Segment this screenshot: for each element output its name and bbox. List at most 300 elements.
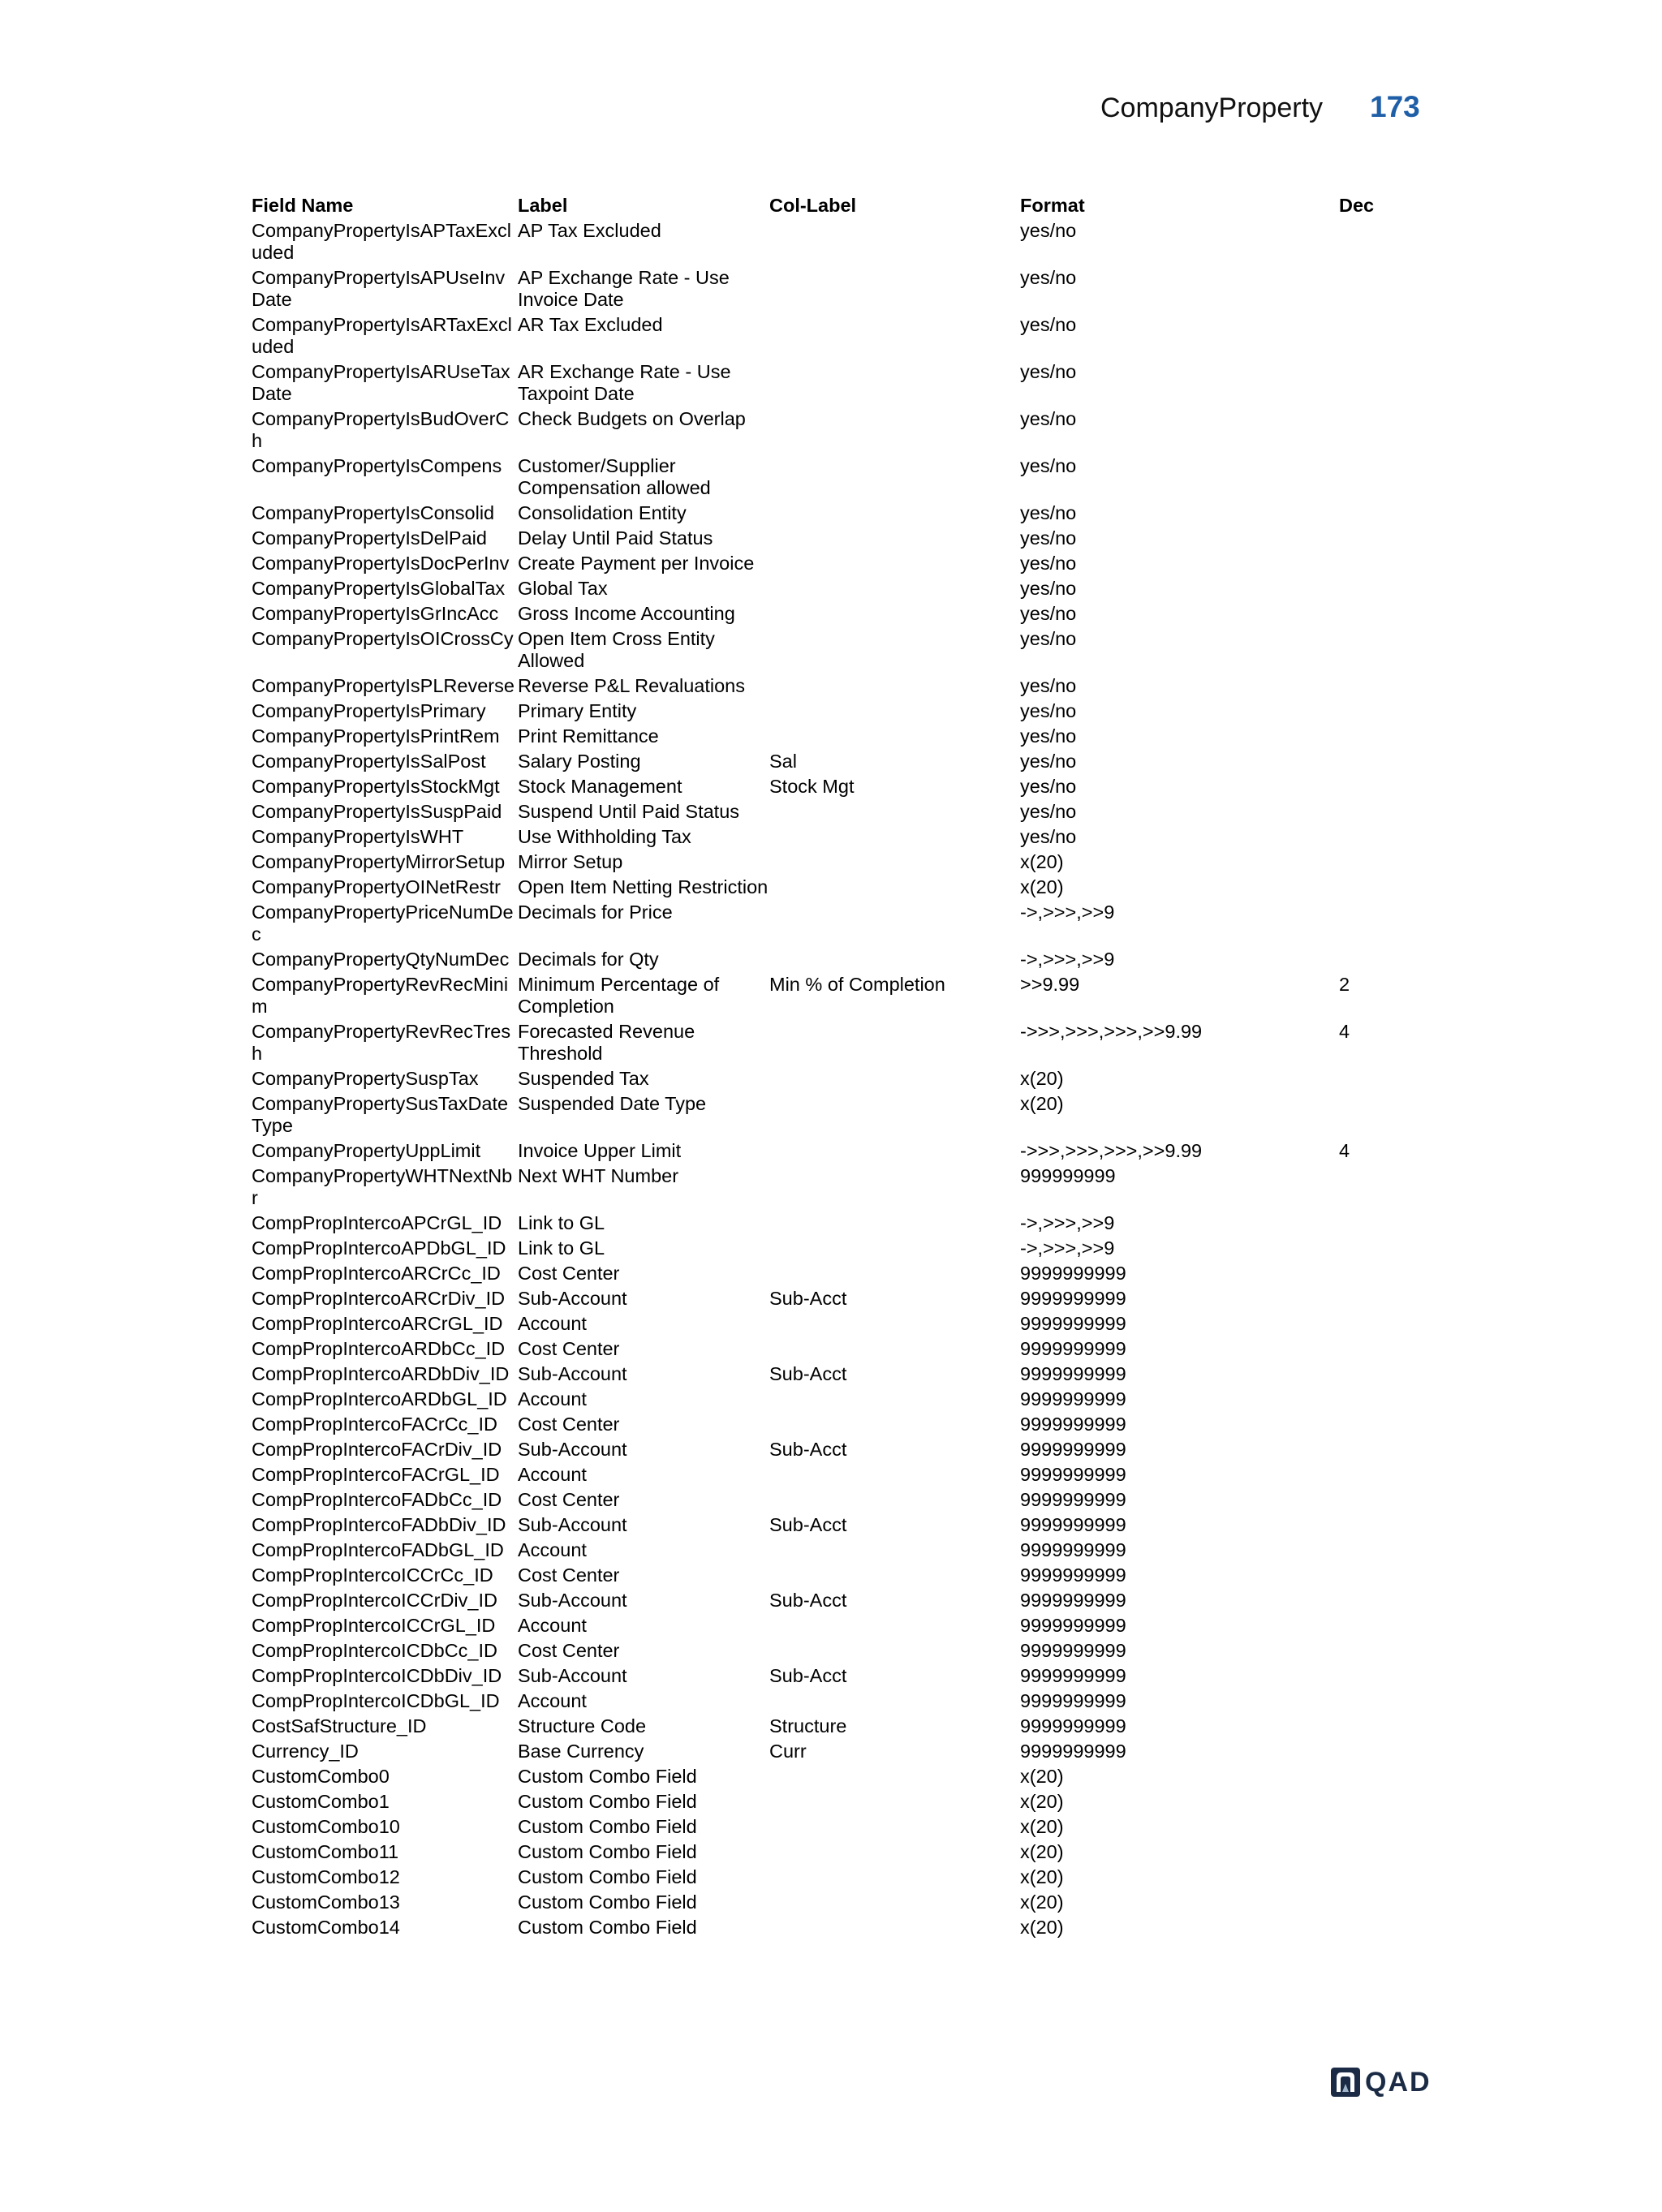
label-cell: Custom Combo Field xyxy=(518,1841,697,1862)
format-cell: yes/no xyxy=(1020,408,1077,429)
col-label-cell xyxy=(769,1791,1020,1816)
table-row xyxy=(252,1615,1469,1640)
table-row xyxy=(252,1464,1469,1489)
format-cell: ->>>,>>>,>>>,>>9.99 xyxy=(1020,1021,1203,1042)
dec-cell xyxy=(1339,1288,1469,1313)
label-cell: Sub-Account xyxy=(518,1363,627,1384)
dec-cell xyxy=(1339,1414,1469,1439)
format-cell: x(20) xyxy=(1020,1093,1064,1114)
format-cell: yes/no xyxy=(1020,220,1077,241)
table-row xyxy=(252,1093,1469,1140)
col-label-cell: Curr xyxy=(769,1741,807,1762)
format-cell: 9999999999 xyxy=(1020,1539,1126,1560)
col-label-cell xyxy=(769,1212,1020,1237)
format-cell: yes/no xyxy=(1020,603,1077,624)
table-row xyxy=(252,1917,1469,1942)
field-name-cell: CompanyPropertyWHTNextNbr xyxy=(252,1165,513,1208)
dec-cell xyxy=(1339,1590,1469,1615)
label-cell: AP Tax Excluded xyxy=(518,220,661,241)
label-cell: AR Tax Excluded xyxy=(518,314,663,335)
table-row xyxy=(252,1414,1469,1439)
dec-cell xyxy=(1339,1489,1469,1514)
col-label-cell xyxy=(769,267,1020,314)
col-label-cell xyxy=(769,1414,1020,1439)
table-row xyxy=(252,267,1469,314)
col-label-cell xyxy=(769,314,1020,361)
field-name-cell: CompPropIntercoICDbCc_ID xyxy=(252,1640,497,1661)
col-label-cell xyxy=(769,553,1020,578)
table-row xyxy=(252,1212,1469,1237)
table-row xyxy=(252,1514,1469,1539)
dec-cell xyxy=(1339,826,1469,851)
table-row xyxy=(252,603,1469,628)
format-cell: 9999999999 xyxy=(1020,1439,1126,1460)
dec-cell xyxy=(1339,1741,1469,1766)
table-row xyxy=(252,1564,1469,1590)
dec-cell xyxy=(1339,1363,1469,1388)
column-header-field-name: Field Name xyxy=(252,195,354,216)
label-cell: Sub-Account xyxy=(518,1590,627,1611)
col-label-cell xyxy=(769,502,1020,527)
field-name-cell: CompanyPropertyRevRecMinim xyxy=(252,974,509,1017)
label-cell: Base Currency xyxy=(518,1741,644,1762)
format-cell: ->,>>>,>>9 xyxy=(1020,1212,1115,1233)
format-cell: 9999999999 xyxy=(1020,1564,1126,1586)
format-cell: yes/no xyxy=(1020,361,1077,382)
col-label-cell xyxy=(769,361,1020,408)
dec-cell xyxy=(1339,1237,1469,1263)
table-row xyxy=(252,1388,1469,1414)
dec-cell xyxy=(1339,776,1469,801)
label-cell: Account xyxy=(518,1388,587,1409)
col-label-cell: Sub-Acct xyxy=(769,1665,847,1686)
dec-cell xyxy=(1339,1263,1469,1288)
dec-cell xyxy=(1339,725,1469,751)
dec-cell xyxy=(1339,1514,1469,1539)
field-name-cell: CompPropIntercoICDbGL_ID xyxy=(252,1690,500,1711)
dec-cell xyxy=(1339,1665,1469,1690)
table-row xyxy=(252,1439,1469,1464)
col-label-cell xyxy=(769,1489,1020,1514)
field-name-cell: CompPropIntercoFACrCc_ID xyxy=(252,1414,497,1435)
col-label-cell xyxy=(769,1140,1020,1165)
label-cell: Link to GL xyxy=(518,1212,605,1233)
label-cell: Use Withholding Tax xyxy=(518,826,691,847)
dec-cell xyxy=(1339,1313,1469,1338)
col-label-cell xyxy=(769,1338,1020,1363)
label-cell: Custom Combo Field xyxy=(518,1891,697,1913)
field-name-cell: CustomCombo13 xyxy=(252,1891,400,1913)
dec-cell xyxy=(1339,1338,1469,1363)
label-cell: Account xyxy=(518,1615,587,1636)
table-row xyxy=(252,776,1469,801)
col-label-cell xyxy=(769,1313,1020,1338)
col-label-cell: Stock Mgt xyxy=(769,776,855,797)
field-name-cell: CustomCombo12 xyxy=(252,1866,400,1887)
label-cell: Suspend Until Paid Status xyxy=(518,801,740,822)
field-name-cell: CompanyPropertySuspTax xyxy=(252,1068,479,1089)
format-cell: 9999999999 xyxy=(1020,1388,1126,1409)
table-row xyxy=(252,700,1469,725)
field-name-cell: CompanyPropertyIsDelPaid xyxy=(252,527,487,549)
col-label-cell xyxy=(769,603,1020,628)
table-row xyxy=(252,578,1469,603)
col-label-cell xyxy=(769,455,1020,502)
table-row xyxy=(252,527,1469,553)
table-row xyxy=(252,502,1469,527)
col-label-cell: Sub-Acct xyxy=(769,1288,847,1309)
col-label-cell xyxy=(769,1564,1020,1590)
label-cell: Print Remittance xyxy=(518,725,659,747)
format-cell: yes/no xyxy=(1020,628,1077,649)
label-cell: Sub-Account xyxy=(518,1514,627,1535)
dec-cell xyxy=(1339,876,1469,902)
format-cell: yes/no xyxy=(1020,527,1077,549)
col-label-cell xyxy=(769,1539,1020,1564)
table-row xyxy=(252,1288,1469,1313)
col-label-cell xyxy=(769,1891,1020,1917)
col-label-cell xyxy=(769,851,1020,876)
field-name-cell: CompanyPropertyUppLimit xyxy=(252,1140,481,1161)
table-row xyxy=(252,1816,1469,1841)
dec-cell xyxy=(1339,267,1469,314)
format-cell: 9999999999 xyxy=(1020,1288,1126,1309)
dec-cell xyxy=(1339,408,1469,455)
format-cell: yes/no xyxy=(1020,751,1077,772)
table-row xyxy=(252,1539,1469,1564)
field-name-cell: CompPropIntercoICDbDiv_ID xyxy=(252,1665,502,1686)
col-label-cell xyxy=(769,408,1020,455)
col-label-cell xyxy=(769,902,1020,949)
format-cell: yes/no xyxy=(1020,578,1077,599)
field-name-cell: CompanyPropertyIsGlobalTax xyxy=(252,578,506,599)
format-cell: ->>>,>>>,>>>,>>9.99 xyxy=(1020,1140,1203,1161)
table-row xyxy=(252,974,1469,1021)
field-name-cell: CompanyPropertyIsAPUseInvDate xyxy=(252,267,506,310)
label-cell: Sub-Account xyxy=(518,1288,627,1309)
col-label-cell xyxy=(769,527,1020,553)
format-cell: x(20) xyxy=(1020,1866,1064,1887)
label-cell: Structure Code xyxy=(518,1715,647,1736)
table-row xyxy=(252,408,1469,455)
format-cell: 9999999999 xyxy=(1020,1489,1126,1510)
format-cell: x(20) xyxy=(1020,1917,1064,1938)
format-cell: 9999999999 xyxy=(1020,1590,1126,1611)
dec-cell xyxy=(1339,553,1469,578)
dec-cell xyxy=(1339,578,1469,603)
table-row xyxy=(252,949,1469,974)
field-name-cell: CompanyPropertyIsPrintRem xyxy=(252,725,500,747)
label-cell: Gross Income Accounting xyxy=(518,603,735,624)
format-cell: x(20) xyxy=(1020,851,1064,872)
col-label-cell xyxy=(769,1917,1020,1942)
dec-cell xyxy=(1339,1715,1469,1741)
table-row xyxy=(252,455,1469,502)
table-row xyxy=(252,1665,1469,1690)
dec-cell: 4 xyxy=(1339,1140,1350,1161)
table-header-row xyxy=(252,195,1469,220)
label-cell: Mirror Setup xyxy=(518,851,623,872)
qad-logo-icon xyxy=(1331,2068,1360,2097)
format-cell: yes/no xyxy=(1020,553,1077,574)
format-cell: ->,>>>,>>9 xyxy=(1020,949,1115,970)
col-label-cell xyxy=(769,1093,1020,1140)
table-row xyxy=(252,1237,1469,1263)
format-cell: x(20) xyxy=(1020,1766,1064,1787)
dec-cell xyxy=(1339,1640,1469,1665)
table-row xyxy=(252,1640,1469,1665)
col-label-cell: Sub-Acct xyxy=(769,1590,847,1611)
table-row xyxy=(252,725,1469,751)
col-label-cell xyxy=(769,1690,1020,1715)
dec-cell xyxy=(1339,1891,1469,1917)
col-label-cell xyxy=(769,1263,1020,1288)
page-number: 173 xyxy=(1370,90,1420,123)
label-cell: Sub-Account xyxy=(518,1439,627,1460)
dec-cell xyxy=(1339,1068,1469,1093)
label-cell: Cost Center xyxy=(518,1338,620,1359)
label-cell: Suspended Tax xyxy=(518,1068,649,1089)
field-name-cell: CompanyPropertyIsAPTaxExcluded xyxy=(252,220,511,263)
dec-cell: 2 xyxy=(1339,974,1350,995)
field-name-cell: CompPropIntercoICCrCc_ID xyxy=(252,1564,493,1586)
field-name-cell: CompPropIntercoFACrGL_ID xyxy=(252,1464,500,1485)
col-label-cell xyxy=(769,826,1020,851)
column-header-dec: Dec xyxy=(1339,195,1375,216)
table-row xyxy=(252,1363,1469,1388)
dec-cell: 4 xyxy=(1339,1021,1350,1042)
dec-cell xyxy=(1339,1539,1469,1564)
label-cell: Account xyxy=(518,1313,587,1334)
format-cell: 9999999999 xyxy=(1020,1514,1126,1535)
table-row xyxy=(252,1690,1469,1715)
label-cell: Customer/Supplier Compensation allowed xyxy=(518,455,711,498)
field-name-cell: CompanyPropertyOINetRestr xyxy=(252,876,501,897)
table-row xyxy=(252,1841,1469,1866)
dec-cell xyxy=(1339,220,1469,267)
field-name-cell: CompanyPropertyIsWHT xyxy=(252,826,464,847)
label-cell: AP Exchange Rate - Use Invoice Date xyxy=(518,267,730,310)
field-name-cell: CompanyPropertyIsPLReverse xyxy=(252,675,515,696)
label-cell: Stock Management xyxy=(518,776,682,797)
label-cell: Custom Combo Field xyxy=(518,1816,697,1837)
field-name-cell: CompanyPropertySusTaxDateType xyxy=(252,1093,509,1136)
dec-cell xyxy=(1339,1690,1469,1715)
format-cell: yes/no xyxy=(1020,267,1077,288)
label-cell: Open Item Cross Entity Allowed xyxy=(518,628,715,671)
field-name-cell: CompanyPropertyIsSalPost xyxy=(252,751,486,772)
col-label-cell xyxy=(769,1237,1020,1263)
table-row xyxy=(252,1891,1469,1917)
field-name-cell: CompPropIntercoAPDbGL_ID xyxy=(252,1237,506,1259)
dec-cell xyxy=(1339,1917,1469,1942)
field-name-cell: CompPropIntercoARCrGL_ID xyxy=(252,1313,503,1334)
field-name-cell: CompPropIntercoICCrDiv_ID xyxy=(252,1590,497,1611)
label-cell: Cost Center xyxy=(518,1489,620,1510)
field-name-cell: CompanyPropertyIsPrimary xyxy=(252,700,486,721)
label-cell: Open Item Netting Restriction xyxy=(518,876,769,897)
page-header xyxy=(0,88,1662,128)
label-cell: Primary Entity xyxy=(518,700,637,721)
format-cell: 9999999999 xyxy=(1020,1338,1126,1359)
table-row xyxy=(252,1313,1469,1338)
col-label-cell xyxy=(769,1866,1020,1891)
label-cell: Decimals for Price xyxy=(518,902,673,923)
format-cell: yes/no xyxy=(1020,776,1077,797)
col-label-cell xyxy=(769,1388,1020,1414)
field-name-cell: CompanyPropertyIsSuspPaid xyxy=(252,801,502,822)
label-cell: Minimum Percentage of Completion xyxy=(518,974,720,1017)
field-name-cell: CompanyPropertyIsARUseTaxDate xyxy=(252,361,510,404)
col-label-cell xyxy=(769,1766,1020,1791)
dec-cell xyxy=(1339,1791,1469,1816)
dec-cell xyxy=(1339,1766,1469,1791)
field-name-cell: CompanyPropertyIsCompens xyxy=(252,455,502,476)
dec-cell xyxy=(1339,1841,1469,1866)
dec-cell xyxy=(1339,1615,1469,1640)
label-cell: Cost Center xyxy=(518,1414,620,1435)
table-row xyxy=(252,1715,1469,1741)
field-name-cell: CompanyPropertyPriceNumDec xyxy=(252,902,514,945)
dec-cell xyxy=(1339,1388,1469,1414)
field-name-cell: CustomCombo0 xyxy=(252,1766,390,1787)
field-name-cell: CustomCombo14 xyxy=(252,1917,400,1938)
format-cell: 9999999999 xyxy=(1020,1414,1126,1435)
format-cell: x(20) xyxy=(1020,1791,1064,1812)
format-cell: 9999999999 xyxy=(1020,1464,1126,1485)
format-cell: 9999999999 xyxy=(1020,1665,1126,1686)
table-body xyxy=(252,220,1469,1942)
format-cell: x(20) xyxy=(1020,1816,1064,1837)
label-cell: Next WHT Number xyxy=(518,1165,679,1186)
field-name-cell: CompanyPropertyQtyNumDec xyxy=(252,949,510,970)
format-cell: ->,>>>,>>9 xyxy=(1020,902,1115,923)
dec-cell xyxy=(1339,675,1469,700)
format-cell: x(20) xyxy=(1020,1068,1064,1089)
table-row xyxy=(252,826,1469,851)
field-name-cell: CompPropIntercoFADbGL_ID xyxy=(252,1539,504,1560)
field-name-cell: CompPropIntercoFADbCc_ID xyxy=(252,1489,502,1510)
field-name-cell: CustomCombo10 xyxy=(252,1816,400,1837)
field-name-cell: CompPropIntercoARDbDiv_ID xyxy=(252,1363,510,1384)
col-label-cell: Sal xyxy=(769,751,797,772)
label-cell: Cost Center xyxy=(518,1640,620,1661)
label-cell: Check Budgets on Overlap xyxy=(518,408,746,429)
dec-cell xyxy=(1339,1464,1469,1489)
table-row xyxy=(252,1489,1469,1514)
col-label-cell xyxy=(769,578,1020,603)
field-name-cell: CustomCombo1 xyxy=(252,1791,390,1812)
format-cell: 9999999999 xyxy=(1020,1263,1126,1284)
col-label-cell xyxy=(769,220,1020,267)
label-cell: Custom Combo Field xyxy=(518,1766,697,1787)
label-cell: Create Payment per Invoice xyxy=(518,553,755,574)
field-name-cell: CompPropIntercoAPCrGL_ID xyxy=(252,1212,502,1233)
col-label-cell xyxy=(769,675,1020,700)
label-cell: Custom Combo Field xyxy=(518,1791,697,1812)
label-cell: Decimals for Qty xyxy=(518,949,659,970)
col-label-cell xyxy=(769,628,1020,675)
field-name-cell: CompanyPropertyMirrorSetup xyxy=(252,851,506,872)
format-cell: x(20) xyxy=(1020,1891,1064,1913)
label-cell: Suspended Date Type xyxy=(518,1093,707,1114)
table-row xyxy=(252,675,1469,700)
label-cell: Reverse P&L Revaluations xyxy=(518,675,745,696)
format-cell: yes/no xyxy=(1020,455,1077,476)
label-cell: Sub-Account xyxy=(518,1665,627,1686)
format-cell: yes/no xyxy=(1020,801,1077,822)
label-cell: Consolidation Entity xyxy=(518,502,687,523)
field-name-cell: CompanyPropertyRevRecTresh xyxy=(252,1021,511,1064)
col-label-cell: Structure xyxy=(769,1715,847,1736)
table-row xyxy=(252,1338,1469,1363)
label-cell: Global Tax xyxy=(518,578,608,599)
col-label-cell xyxy=(769,1841,1020,1866)
col-label-cell xyxy=(769,1615,1020,1640)
table-row xyxy=(252,1590,1469,1615)
col-label-cell: Sub-Acct xyxy=(769,1514,847,1535)
dec-cell xyxy=(1339,527,1469,553)
format-cell: 9999999999 xyxy=(1020,1313,1126,1334)
dec-cell xyxy=(1339,1165,1469,1212)
format-cell: 9999999999 xyxy=(1020,1741,1126,1762)
field-name-cell: CompPropIntercoARDbGL_ID xyxy=(252,1388,507,1409)
page-title: CompanyProperty xyxy=(1100,93,1324,123)
field-name-cell: CompPropIntercoICCrGL_ID xyxy=(252,1615,496,1636)
label-cell: Account xyxy=(518,1539,587,1560)
col-label-cell xyxy=(769,1165,1020,1212)
table-row xyxy=(252,1741,1469,1766)
label-cell: AR Exchange Rate - Use Taxpoint Date xyxy=(518,361,731,404)
format-cell: 9999999999 xyxy=(1020,1615,1126,1636)
format-cell: yes/no xyxy=(1020,675,1077,696)
format-cell: 9999999999 xyxy=(1020,1640,1126,1661)
table-row xyxy=(252,1165,1469,1212)
dec-cell xyxy=(1339,1212,1469,1237)
format-cell: yes/no xyxy=(1020,700,1077,721)
dec-cell xyxy=(1339,1439,1469,1464)
field-definition-table xyxy=(252,195,1469,1942)
format-cell: 9999999999 xyxy=(1020,1363,1126,1384)
dec-cell xyxy=(1339,1564,1469,1590)
column-header-format: Format xyxy=(1020,195,1085,216)
col-label-cell xyxy=(769,876,1020,902)
field-name-cell: CompanyPropertyIsDocPerInv xyxy=(252,553,510,574)
dec-cell xyxy=(1339,949,1469,974)
dec-cell xyxy=(1339,1093,1469,1140)
field-name-cell: CompPropIntercoFADbDiv_ID xyxy=(252,1514,506,1535)
label-cell: Invoice Upper Limit xyxy=(518,1140,682,1161)
col-label-cell xyxy=(769,1816,1020,1841)
col-label-cell xyxy=(769,1021,1020,1068)
table-row xyxy=(252,876,1469,902)
dec-cell xyxy=(1339,361,1469,408)
dec-cell xyxy=(1339,314,1469,361)
field-name-cell: CompanyPropertyIsGrIncAcc xyxy=(252,603,499,624)
col-label-cell: Sub-Acct xyxy=(769,1439,847,1460)
dec-cell xyxy=(1339,502,1469,527)
qad-logo xyxy=(1331,2068,1432,2097)
column-header-col-label: Col-Label xyxy=(769,195,857,216)
format-cell: 9999999999 xyxy=(1020,1715,1126,1736)
col-label-cell xyxy=(769,949,1020,974)
format-cell: >>9.99 xyxy=(1020,974,1080,995)
field-name-cell: CostSafStructure_ID xyxy=(252,1715,427,1736)
dec-cell xyxy=(1339,1816,1469,1841)
label-cell: Salary Posting xyxy=(518,751,641,772)
field-name-cell: CompPropIntercoARCrDiv_ID xyxy=(252,1288,506,1309)
table-row xyxy=(252,1140,1469,1165)
